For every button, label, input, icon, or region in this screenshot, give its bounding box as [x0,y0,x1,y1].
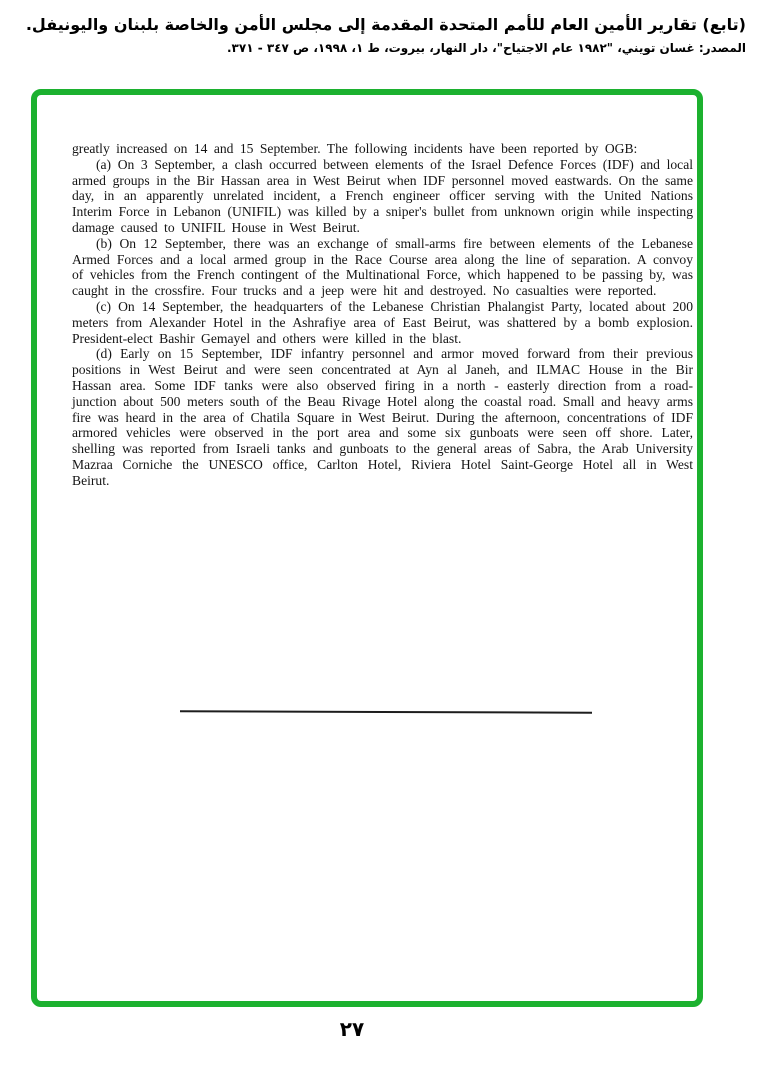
page-number: ٢٧ [339,1017,365,1041]
document-body [72,141,693,489]
header-source-citation: المصدر: غسان تويني، "١٩٨٢ عام الاجتياح"، دار النهار، بيروت، ط ١، ١٩٩٨، ص ٣٤٧ - ٣٧١. [226,41,746,55]
paragraph-item-c: (c) On 14 September, the headquarters of the Lebanese Christian Phalangist Party, located about 200 meters from Alexander Hotel in the Ashrafiye area of East Beirut, was shattered by a bomb explosion. President-elect Bashir Gemayel and others were killed in the blast. [72,298,693,346]
paragraph-item-d: (d) Early on 15 September, IDF infantry personnel and armor moved forward from their previous positions in West Beirut and were seen concentrated at Ayn al Janeh, and ILMAC House in the Bir Hassan area. Some IDF tanks were also observed firing in a north - easterly direction from a road-junction about 500 meters south of the Beau Rivage Hotel along the coastal road. Small and heavy arms fire was heard in the area of Chatila Square in West Beirut. During the afternoon, concentrations of IDF armored vehicles were observed in the port area and some six gunboats were seen off shore. Later, shelling was reported from Israeli tanks and gunboats to the general areas of Sabra, the Arab University Mazraa Corniche the UNESCO office, Carlton Hotel, Riviera Hotel Saint-George Hotel all in West Beirut. [72,346,693,488]
arabic-header [10,13,746,57]
header-title: (تابع) تقارير الأمين العام للأمم المتحدة المقدمة إلى مجلس الأمن والخاصة بلبنان واليونيفل. [25,15,746,34]
paragraph-item-b: (b) On 12 September, there was an exchange of small-arms fire between elements of the Lebanese Armed Forces and a local armed group in the Race Course area along the line of separation. A convoy of vehicles from the French contingent of the Multinational Force, which happened to be passing by, was caught in the crossfire. Four trucks and a jeep were hit and destroyed. No casualties were reported. [72,235,693,299]
paragraph-item-a: (a) On 3 September, a clash occurred between elements of the Israel Defence Forces (IDF) and local armed groups in the Bir Hassan area in West Beirut when IDF personnel moved eastwards. On the same day, in an apparently unrelated incident, a French engineer officer serving with the United Nations Interim Force in Lebanon (UNIFIL) was killed by a sniper's bullet from unknown origin while inspecting damage caused to UNIFIL House in West Beirut. [72,156,693,235]
paragraph-intro: greatly increased on 14 and 15 September. The following incidents have been reported by OGB: [72,141,638,156]
